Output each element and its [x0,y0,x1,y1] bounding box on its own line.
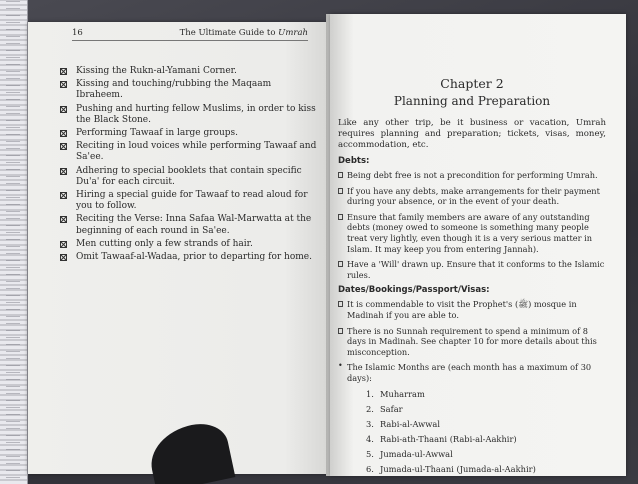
list-item-text: Performing Tawaaf in large groups. [76,128,239,139]
checkbox-icon [338,214,343,220]
page-number: 16 [72,28,83,38]
crossed-box-icon [60,68,67,75]
islamic-months-list [366,389,606,474]
month-name: Jumada-ul-Awwal [380,448,453,459]
list-item-text: It is commendable to visit the Prophet's (ﷺ) mosque in Madinah if you are able to. [347,299,577,320]
month-item [366,464,606,474]
dates-heading: Dates/Bookings/Passport/Visas: [338,285,490,296]
running-title-prefix: The Ultimate Guide to [179,28,276,38]
debts-list [338,170,606,280]
list-item [60,79,318,101]
list-item-text: Men cutting only a few strands of hair. [76,238,253,249]
month-name: Rabi-ath-Thaani (Rabi-al-Aakhir) [380,433,517,444]
crossed-box-icon [60,254,67,261]
crossed-box-icon [60,168,67,175]
list-item-text: Reciting in loud voices while performing Tawaaf and Sa'ee. [76,141,317,163]
list-item [60,190,318,212]
list-item-text: There is no Sunnah requirement to spend a minimum of 8 days in Madinah. See chapter 10 for more details about this misconception. [347,325,597,357]
lace-tablecloth [0,0,28,484]
checkbox-icon [338,172,343,178]
list-item [338,299,606,320]
crossed-box-icon [60,143,67,150]
crossed-box-icon [60,241,67,248]
month-item [366,449,606,459]
list-item [338,259,606,280]
list-item [60,141,318,163]
crossed-box-icon [60,192,67,199]
crossed-box-icon [60,106,67,113]
list-item [338,170,606,181]
list-item [60,166,318,188]
crossed-box-icon [60,130,67,137]
running-title [180,28,308,38]
bidah-list [60,66,318,265]
bullet-marker: • [338,361,343,371]
month-number: 6. [366,463,374,474]
month-name: Jumada-ul-Thaani (Jumada-al-Aakhir) [380,463,536,474]
chapter-content [338,76,606,479]
list-item [60,252,318,263]
list-item-text: Hiring a special guide for Tawaaf to read aloud for you to follow. [76,190,308,212]
list-item-text: Ensure that family members are aware of any outstanding debts (money owed to someone is something many people treat very lightly, even though it is a very serious matter in Islam. It may keep you from entering Jannah). [347,211,593,254]
list-item-text: If you have any debts, make arrangements for their payment during your absence, or in the event of your death. [347,185,600,207]
chapter-title: Planning and Preparation [393,94,551,108]
right-page [330,14,626,476]
checkbox-icon [338,301,343,307]
list-item-text: Adhering to special booklets that contain specific Du'a' for each circuit. [76,165,302,187]
checkbox-icon [338,328,343,334]
list-item [60,128,318,139]
chapter-number: Chapter 2 [440,76,504,91]
month-item [366,404,606,414]
running-head [72,28,308,41]
crossed-box-icon [60,81,67,88]
list-item-text: Kissing and touching/rubbing the Maqaam Ibraheem. [76,79,272,101]
intro-paragraph: Like any other trip, be it business or vacation, Umrah requires planning and preparation; tickets, visas, money, accommodation, etc. [338,118,606,150]
left-page [28,22,330,474]
running-title-italic: Umrah [278,28,308,38]
list-item-text: Reciting the Verse: Inna Safaa Wal-Marwatta at the beginning of each round in Sa'ee. [76,214,312,236]
list-item [60,214,318,236]
list-item [60,239,318,250]
list-item-text: Have a 'Will' drawn up. Ensure that it conforms to the Islamic rules. [347,259,605,280]
checkbox-icon [338,261,343,267]
month-number: 1. [366,388,374,399]
month-item [366,419,606,429]
list-item-text: Omit Tawaaf-al-Wadaa, prior to departing for home. [76,252,312,263]
month-number: 3. [366,418,374,429]
month-number: 4. [366,433,374,444]
list-item [338,326,606,358]
crossed-box-icon [60,216,67,223]
checkbox-icon [338,188,343,194]
debts-heading: Debts: [338,156,370,166]
month-item [366,434,606,444]
list-item [338,186,606,207]
list-item [60,66,318,77]
list-item [338,362,606,383]
list-item [338,212,606,254]
month-item [366,389,606,399]
month-number: 5. [366,448,374,459]
dates-list [338,299,606,383]
list-item-text: Kissing the Rukn-al-Yamani Corner. [76,66,237,76]
month-name: Safar [380,403,403,414]
list-item-text: Being debt free is not a precondition for performing Umrah. [347,170,598,180]
month-number: 2. [366,403,374,414]
month-name: Muharram [380,388,425,399]
list-item-text: The Islamic Months are (each month has a maximum of 30 days): [347,362,592,383]
month-name: Rabi-al-Awwal [380,418,440,429]
list-item-text: Pushing and hurting fellow Muslims, in order to kiss the Black Stone. [76,103,316,125]
list-item [60,104,318,126]
